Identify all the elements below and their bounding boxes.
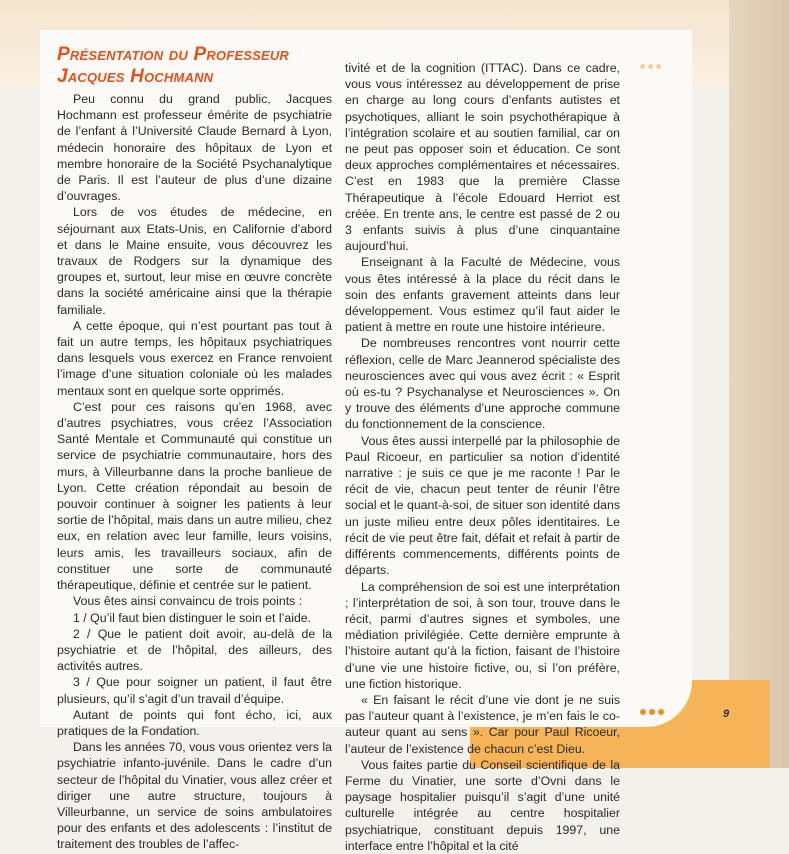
paragraph: Dans les années 70, vous vous orientez vers la psychiatrie infanto-juvénile. Dans le cadre d’un secteur de l’hôpital du Vinatier, vous allez créer et diriger une autre structure, toujours à Villeurbanne, un service de soins ambulatoires pour des enfants et des adolescents : l’institut de traitement des troubles de l’affec- [57,740,332,852]
paragraph: De nombreuses rencontres vont nourrir cette réflexion, celle de Marc Jeannerod spécialiste des neurosciences avec qui vous avez écrit : « Esprit où es-tu ? Psychanalyse et Neurosciences ». On y trouve des éléments d’une approche commune du fonctionnement de la conscience. [345,336,620,432]
paragraph: Lors de vos études de médecine, en séjournant aux Etats-Unis, en Californie d’abord et dans le Maine ensuite, vous découvrez les travaux de Rodgers sur la dynamique des groupes et, surtout, leur mise en œuvre concrète dans la société américaine ainsi que la thérapie familiale. [57,205,332,317]
dot-icon [658,709,664,715]
paragraph: Vous êtes ainsi convaincu de trois points : [73,594,303,609]
page-number: 9 [723,708,730,720]
top-dots-decoration [640,64,661,69]
paragraph: A cette époque, qui n’est pourtant pas tout à fait un autre temps, les hôpitaux psychiatriques dans lesquels vous exercez en France renvoient l’image d’une situation coloniale où les malades mentaux sont en quelque sorte opprimés. [57,318,332,398]
paragraph: tivité et de la cognition (ITTAC). Dans ce cadre, vous vous intéressez au développement de prise en charge au long cours d’enfants autistes et psychotiques, alliant le soin psychothérapique à l’intégration scolaire et au soutien familial, car on ne peut pas opposer soin et éducation. Ce sont deux approches complémentaires et nécessaires. C’est en 1983 que la première Classe Thérapeutique à l’école Edouard Herriot est créée. En trente ans, le centre est passé de 2 ou 3 enfants suivis à plus d’une cinquantaine aujourd’hui. [345,61,620,254]
dot-icon [649,709,655,715]
text-column-1 [57,91,332,853]
paragraph: Vous faites partie du Conseil scientifique de la Ferme du Vinatier, une sorte d’Ovni dans le paysage hospitalier puisqu’il s’agit d’une unité culturelle intégrée au centre hospitalier psychiatrique, constituant depuis 1997, une interface entre l’hôpital et la cité [345,757,620,853]
dot-icon [640,64,645,69]
page-edge-strip [729,0,789,768]
dot-icon [656,64,661,69]
dot-icon [648,64,653,69]
dot-icon [640,709,646,715]
paragraph: Autant de points qui font écho, ici, aux pratiques de la Fondation. [57,707,332,738]
article-title [57,44,337,88]
paragraph: Enseignant à la Faculté de Médecine, vous vous êtes intéressé à la place du récit dans le soin des enfants gravement atteints dans leur développement. Vous estimez qu’il faut aider le patient à mettre en route une histoire intérieure. [345,255,620,335]
title-line-2: Jacques Hochmann [57,66,214,87]
paragraph: Peu connu du grand public, Jacques Hochmann est professeur émérite de psychiatrie de l’enfant à l’Université Claude Bernard à Lyon, médecin honoraire des hôpitaux de Lyon et membre honoraire de la Société Psychanalytique de Paris. Il est l’auteur de plus d’une dizaine d’ouvrages. [57,92,332,204]
paragraph: La compréhension de soi est une interprétation ; l’interprétation de soi, à son tour, trouve dans le récit, parmi d’autres signes et symboles, une médiation privilégiée. Cette dernière emprunte à l’histoire autant qu’à la fiction, faisant de l’histoire d’une vie une histoire fictive, ou, si l’on préfère, une fiction historique. [345,579,620,691]
paragraph: « En faisant le récit d’une vie dont je ne suis pas l’auteur quant à l’existence, je m’en fais le co-auteur quant au sens ». Car pour Paul Ricoeur, l’auteur de l’existence de chacun c’est Dieu. [345,692,620,756]
paragraph: 1 / Qu’il faut bien distinguer le soin et l’aide. [73,610,312,625]
paragraph: C’est pour ces raisons qu’en 1968, avec d’autres psychiatres, vous créez l’Association Santé Mentale et Communauté qui constitue un service de psychiatrie communautaire, hors des murs, à Villeurbanne dans la proche banlieue de Lyon. Cette création répondait au besoin de pouvoir continuer à soigner les patients à leur sortie de l’hôpital, mais dans un autre milieu, chez eux, en relation avec leur famille, leurs voisins, leurs amis, les travailleurs sociaux, afin de constituer une sorte de communauté thérapeutique, définie et centrée sur le patient. [57,399,332,593]
paragraph: 2 / Que le patient doit avoir, au-delà de la psychiatrie et de l’hôpital, des ailleurs, des activités autres. [57,626,332,674]
text-column-2 [345,60,620,854]
paragraph: 3 / Que pour soigner un patient, il faut être plusieurs, qu’il s’agit d’un travail d’équipe. [57,675,332,706]
title-line-1: Présentation du Professeur [57,44,290,65]
bottom-dots-decoration [640,709,664,715]
paragraph: Vous êtes aussi interpellé par la philosophie de Paul Ricoeur, en particulier sa notion d’identité narrative : je suis ce que je me raconte ! Par le récit de vie, chacun peut tenter de réunir l’être social et le quant-à-soi, de situer son identité dans un juste milieu entre deux pôles identitaires. Le récit de vie peut être fait, défait et refait à partir de différents commencements, différents points de départs. [345,433,620,578]
